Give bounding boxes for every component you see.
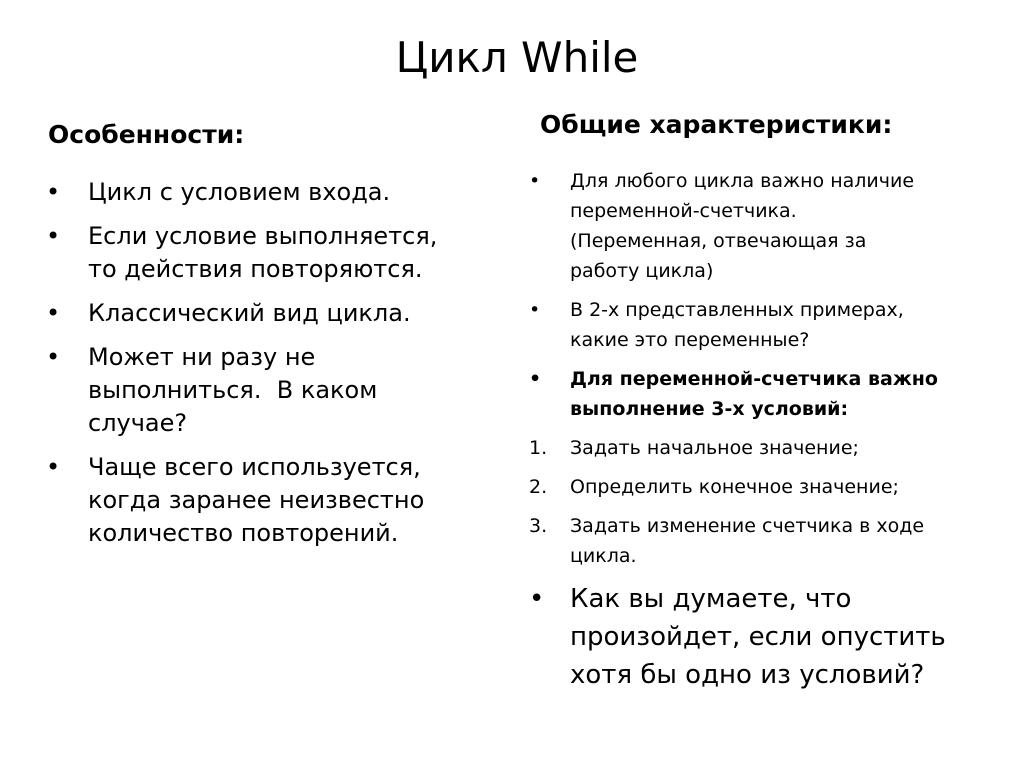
list-item: [44, 297, 484, 330]
list-item-text: Классический вид цикла.: [88, 299, 411, 327]
list-item-text: когда заранее неизвестно: [88, 486, 425, 514]
list-item: [44, 220, 484, 286]
list-item-text: Чаще всего используется,: [88, 453, 421, 481]
list-item-text: (Переменная, отвечающая за: [570, 230, 867, 252]
bullet-marker: •: [529, 299, 541, 321]
bullet-marker: •: [46, 343, 61, 371]
list-item: [44, 176, 484, 209]
list-item-text: цикла.: [570, 545, 637, 567]
number-marker: 3.: [529, 515, 548, 537]
list-item-text: хотя бы одно из условий?: [570, 660, 925, 690]
numbered-item: [527, 511, 997, 571]
list-item-text: какие это переменные?: [570, 329, 810, 351]
list-item: [527, 166, 997, 286]
features-list: [44, 176, 484, 561]
bullet-marker: •: [529, 170, 541, 192]
list-item-text: то действия повторяются.: [88, 255, 423, 283]
bullet-marker: •: [46, 453, 61, 481]
number-marker: 1.: [529, 437, 548, 459]
numbered-item: [527, 433, 997, 463]
numbered-item: [527, 472, 997, 502]
list-item-text: Для любого цикла важно наличие: [570, 170, 915, 192]
list-item-text: Может ни разу не: [88, 343, 316, 371]
list-item-text: случае?: [88, 409, 188, 437]
list-item-emphasis: [527, 364, 997, 424]
list-item-text: Задать изменение счетчика в ходе: [570, 515, 925, 537]
list-item-text: Если условие выполняется,: [88, 222, 438, 250]
list-item-text: Определить конечное значение;: [570, 476, 899, 498]
bullet-marker: •: [529, 584, 545, 614]
slide-title: Цикл While: [395, 33, 639, 82]
features-heading: Особенности:: [48, 120, 245, 149]
list-item-text: Задать начальное значение;: [570, 437, 859, 459]
list-item-text: выполнение 3-х условий:: [570, 398, 849, 420]
list-item-text: выполниться. В каком: [88, 376, 378, 404]
list-item: [527, 295, 997, 355]
list-item-text: количество повторений.: [88, 519, 399, 547]
bullet-marker: •: [46, 299, 61, 327]
characteristics-heading: Общие характеристики:: [540, 110, 893, 139]
number-marker: 2.: [529, 476, 548, 498]
bullet-marker: •: [46, 178, 61, 206]
list-item-text: произойдет, если опустить: [570, 622, 946, 652]
list-item-text: работу цикла): [570, 260, 714, 282]
list-item-text: В 2-х представленных примерах,: [570, 299, 904, 321]
list-item: [44, 341, 484, 440]
list-item-text: переменной-счетчика.: [570, 200, 797, 222]
list-item-text: Цикл с условием входа.: [88, 178, 391, 206]
bullet-marker: •: [46, 222, 61, 250]
characteristics-list: [527, 166, 997, 703]
list-item: [44, 451, 484, 550]
bullet-marker: •: [529, 368, 542, 390]
list-item-question: [527, 580, 997, 694]
list-item-text: Для переменной-счетчика важно: [570, 368, 938, 390]
list-item-text: Как вы думаете, что: [570, 584, 852, 614]
